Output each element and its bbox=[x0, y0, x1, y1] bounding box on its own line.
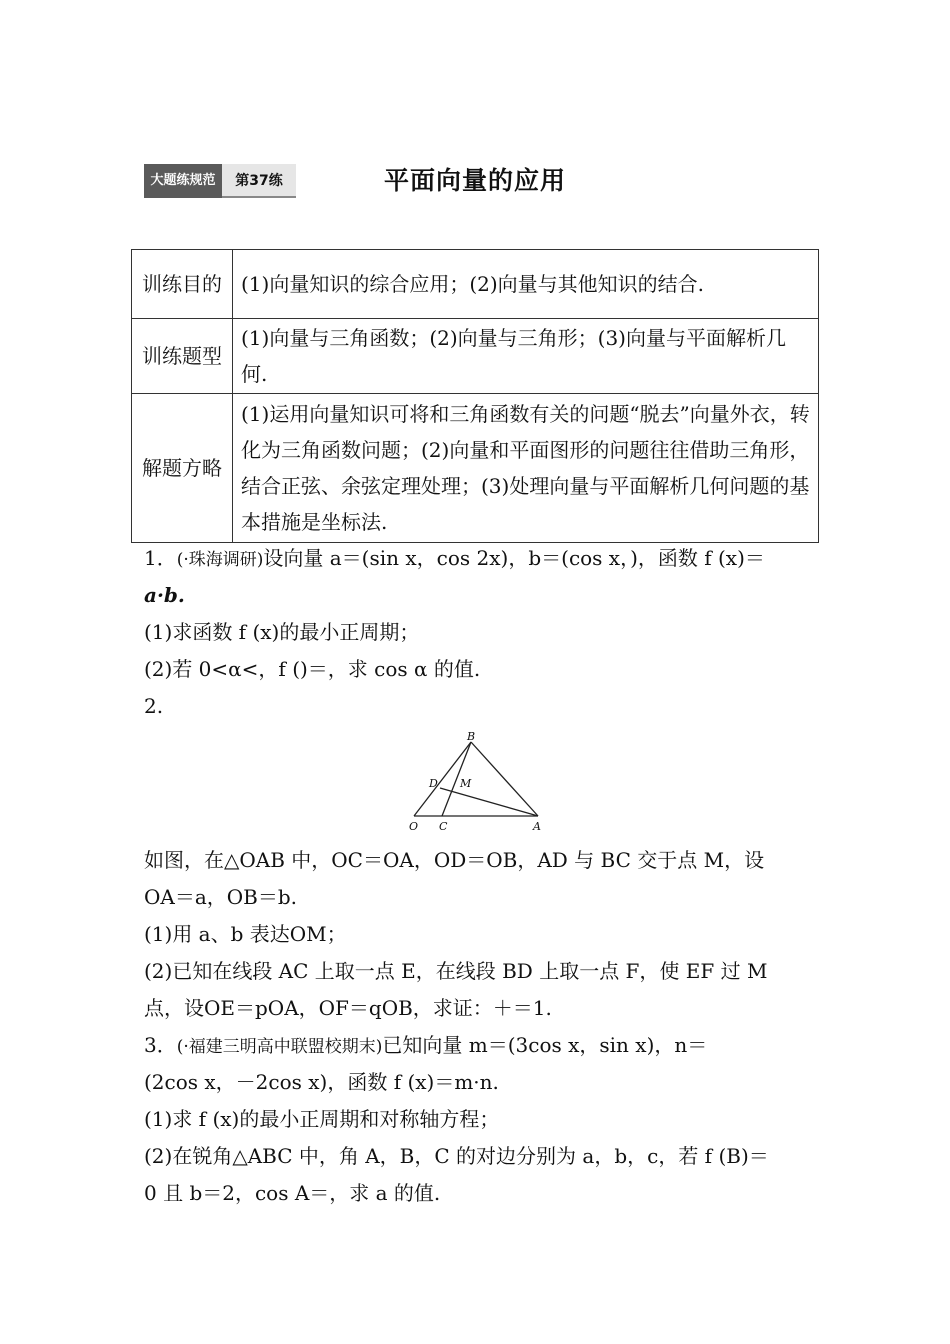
table-row bbox=[132, 319, 819, 394]
table-row bbox=[132, 250, 819, 319]
label-a: A bbox=[533, 820, 541, 833]
row-key: 训练目的 bbox=[132, 250, 233, 319]
label-b: B bbox=[467, 730, 476, 743]
page-title: 平面向量的应用 bbox=[384, 166, 567, 195]
badge-category: 大题练规范 bbox=[144, 164, 222, 198]
problem-3-stem bbox=[144, 1027, 810, 1064]
row-value: (1)运用向量知识可将和三角函数有关的问题“脱去”向量外衣，转化为三角函数问题；(2)向量和平面图形的问题往往借助三角形，结合正弦、余弦定理处理；(3)处理向量与平面解析几何问题的基本措施是坐标法. bbox=[233, 394, 819, 543]
problem-text: 已知向量 m＝(3cos x，sin x)，n＝ bbox=[382, 1033, 708, 1057]
segment-ab bbox=[471, 742, 538, 816]
badge-exercise-number: 第37练 bbox=[222, 164, 296, 198]
label-d: D bbox=[429, 777, 438, 790]
problem-1 bbox=[144, 540, 810, 725]
problem-2-stem: 如图，在△OAB 中，OC＝OA，OD＝OB，AD 与 BC 交于点 M，设 bbox=[144, 848, 765, 872]
triangle-figure bbox=[404, 730, 554, 836]
problem-text: 设向量 a＝(sin x，cos 2x)，b＝(cos x，)，函数 f (x)＝ bbox=[263, 546, 765, 570]
problem-2-number: 2. bbox=[144, 694, 164, 718]
problem-1-stem-cont: a·b. bbox=[144, 583, 185, 607]
problem-number: 1． bbox=[144, 546, 177, 570]
row-value: (1)向量与三角函数；(2)向量与三角形；(3)向量与平面解析几何. bbox=[233, 319, 819, 394]
row-value: (1)向量知识的综合应用；(2)向量与其他知识的结合. bbox=[233, 250, 819, 319]
info-table bbox=[131, 249, 819, 543]
problem-3-question-1: (1)求 f (x)的最小正周期和对称轴方程； bbox=[144, 1107, 500, 1131]
problem-2-stem-cont: OA＝a，OB＝b. bbox=[144, 885, 298, 909]
label-c: C bbox=[439, 820, 448, 833]
problem-3-question-2-cont: 0 且 b＝2，cos A＝，求 a 的值. bbox=[144, 1181, 441, 1205]
problem-2-question-2: (2)已知在线段 AC 上取一点 E，在线段 BD 上取一点 F，使 EF 过 M bbox=[144, 959, 768, 983]
table-row bbox=[132, 394, 819, 543]
problem-1-stem bbox=[144, 540, 810, 577]
label-m: M bbox=[460, 777, 472, 790]
problem-2-question-1: (1)用 a、b 表达OM； bbox=[144, 922, 347, 946]
problem-2 bbox=[144, 842, 810, 1212]
problem-2-question-2-cont: 点，设OE＝pOA，OF＝qOB，求证：＋＝1. bbox=[144, 996, 552, 1020]
problem-1-question-1: (1)求函数 f (x)的最小正周期； bbox=[144, 620, 420, 644]
problem-source: (·珠海调研) bbox=[176, 550, 264, 570]
problem-1-question-2: (2)若 0<α<，f ()＝，求 cos α 的值. bbox=[144, 657, 481, 681]
row-key: 训练题型 bbox=[132, 319, 233, 394]
label-o: O bbox=[409, 820, 419, 833]
problem-3-question-2: (2)在锐角△ABC 中，角 A，B，C 的对边分别为 a，b，c，若 f (B)＝ bbox=[144, 1144, 769, 1168]
problem-number: 3． bbox=[144, 1033, 177, 1057]
problem-source: (·福建三明高中联盟校期末) bbox=[176, 1037, 383, 1057]
row-key: 解题方略 bbox=[132, 394, 233, 543]
problem-3-stem-cont: (2cos x，－2cos x)，函数 f (x)＝m·n. bbox=[144, 1070, 499, 1094]
section-badge bbox=[144, 164, 296, 198]
segment-ad bbox=[440, 788, 538, 816]
